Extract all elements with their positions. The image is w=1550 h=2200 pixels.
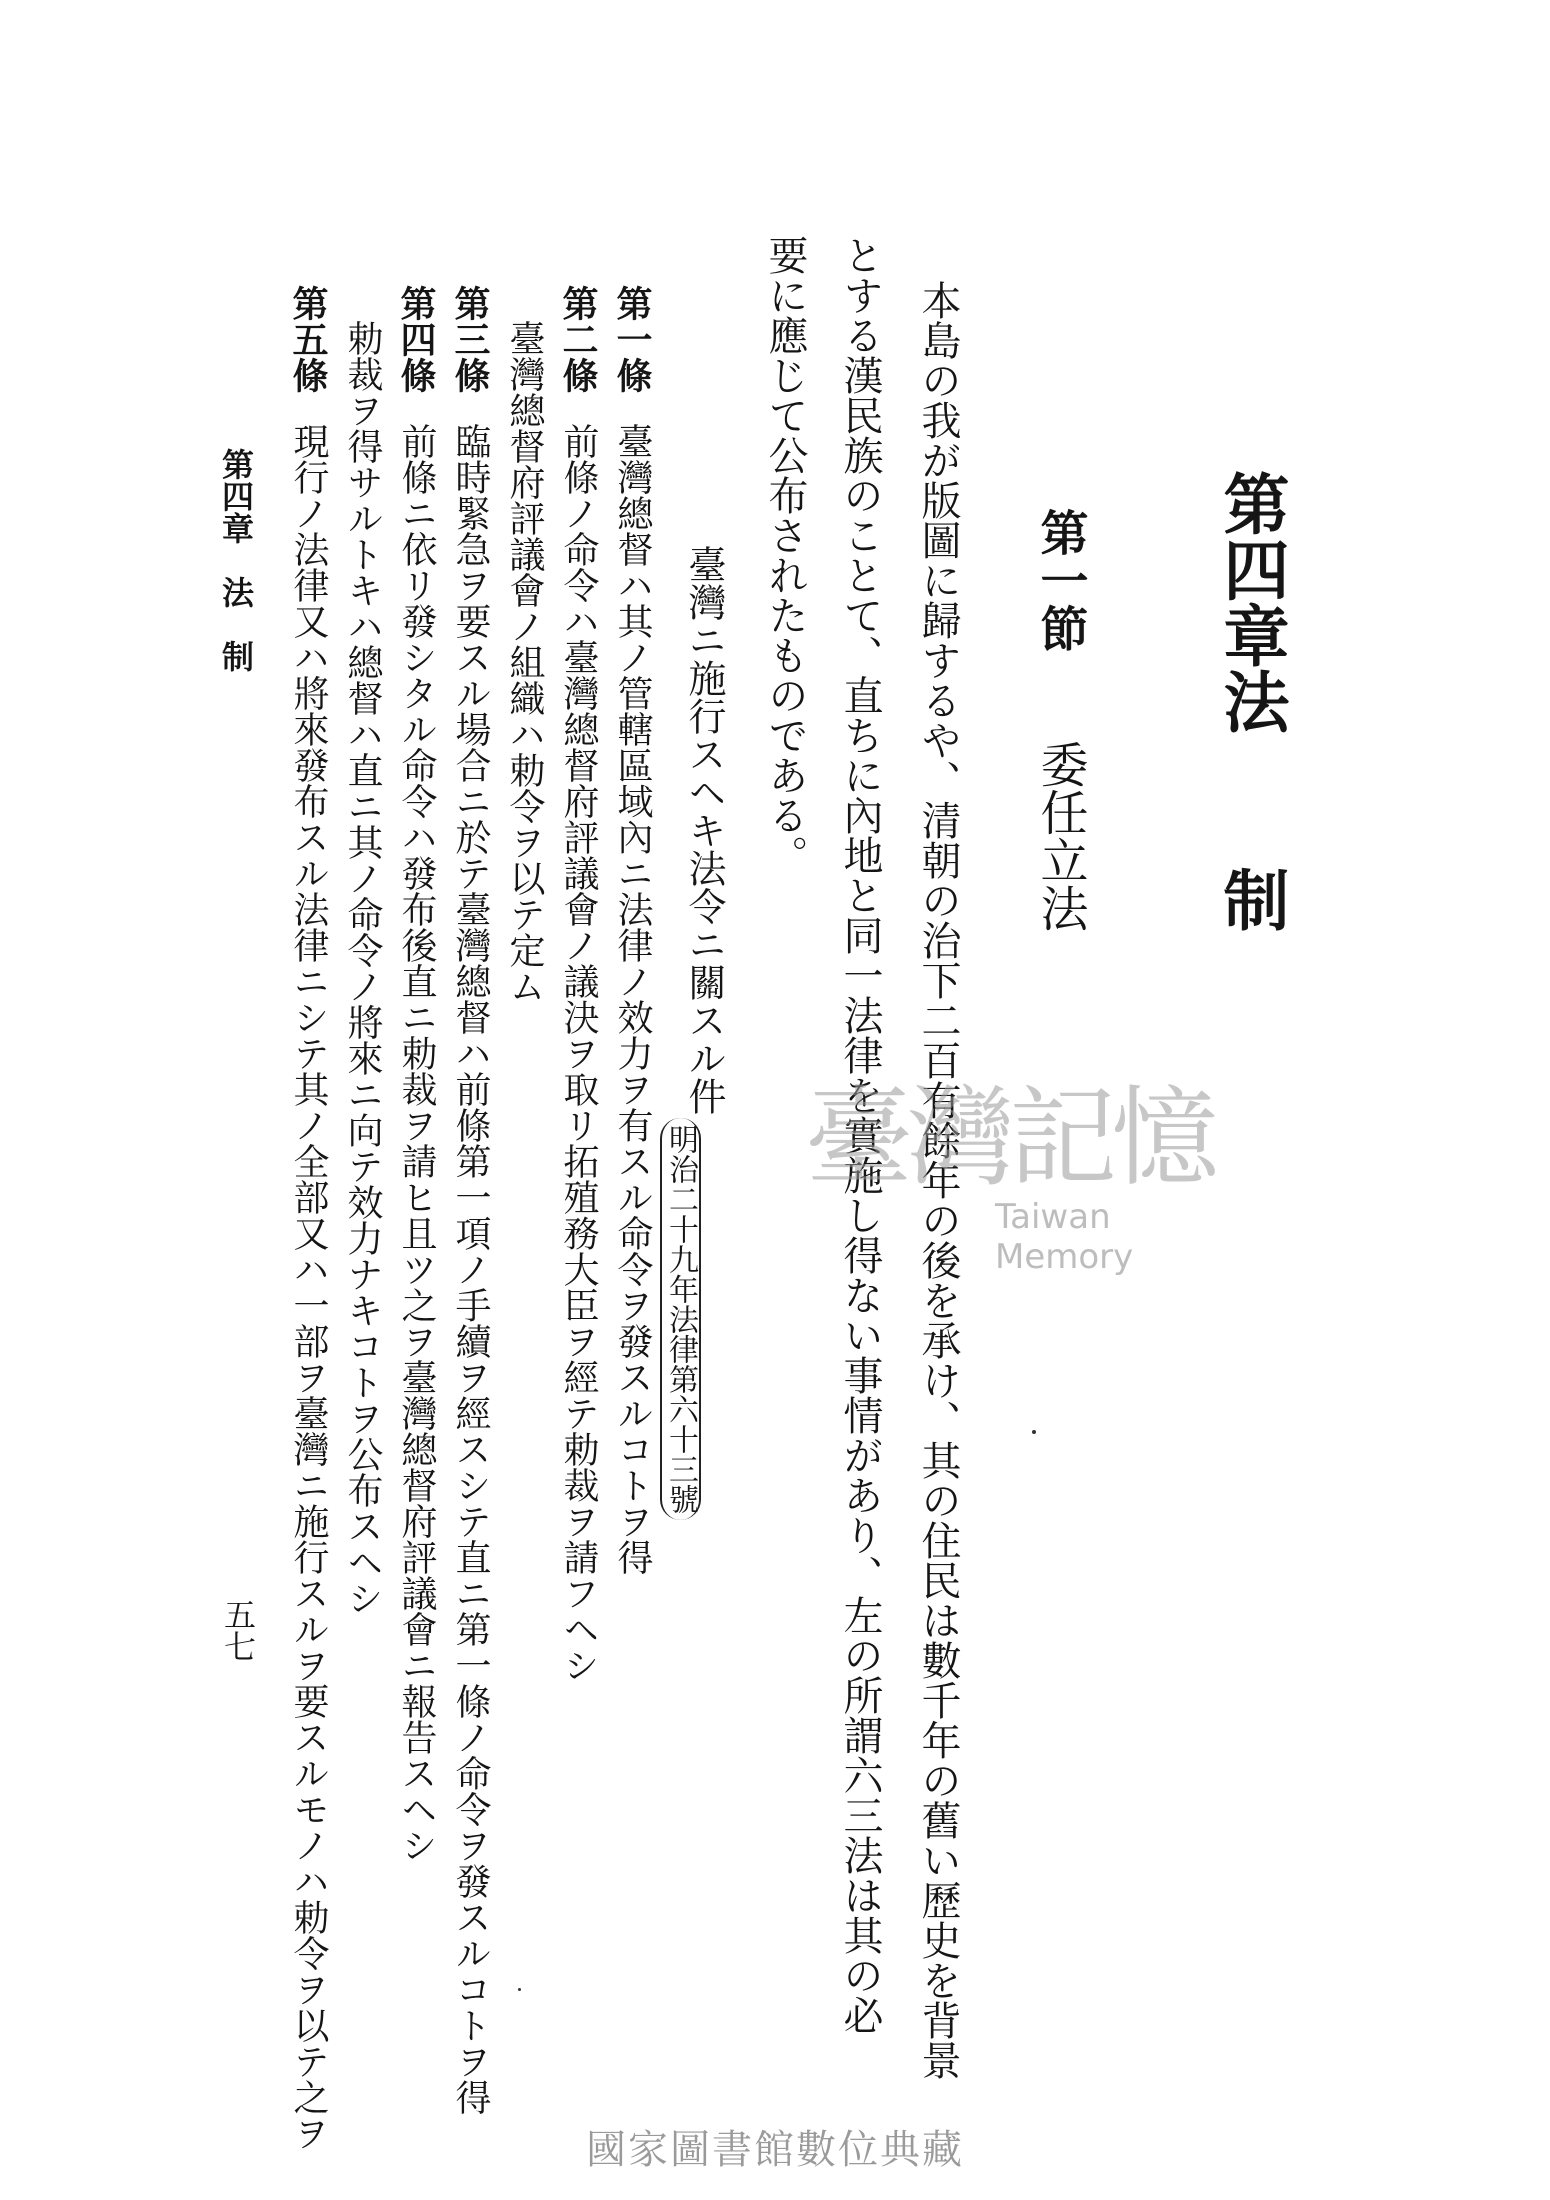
chapter-title: 第四章法 制 xyxy=(1212,470,1290,932)
page-number: 五七 xyxy=(219,1598,257,1662)
article-4-paragraph-2-text: 勅裁ヲ得サルトキハ總督ハ直ニ其ノ命令ノ將來ニ向テ效力ナキコトヲ公布スヘシ xyxy=(342,320,383,1616)
watermark-english: Taiwan Memory xyxy=(995,1197,1134,1277)
article-5 xyxy=(287,285,329,2151)
section-label: 第一節 xyxy=(1032,508,1088,652)
article-3-text: 臨時緊急ヲ要スル場合ニ於テ臺灣總督ハ前條第一項ノ手續ヲ經スシテ直ニ第一條ノ命令ヲ發スルコトヲ得 xyxy=(450,423,491,2115)
article-3-number: 第三條 xyxy=(449,285,491,393)
article-5-text: 現行ノ法律又ハ將來發布スル法律ニシテ其ノ全部又ハ一部ヲ臺灣ニ施行スルヲ要スルモノハ勅令ヲ以テ之ヲ xyxy=(288,423,329,2151)
library-footer: 國家圖書館數位典藏 xyxy=(586,2127,964,2173)
article-2-paragraph-2-text: 臺灣總督府評議會ノ組織ハ勅令ヲ以テ定ム xyxy=(504,320,545,1004)
article-4-text: 前條ニ依リ發シタル命令ハ發布後直ニ勅裁ヲ請ヒ且ツ之ヲ臺灣總督府評議會ニ報告スヘシ xyxy=(396,423,437,1863)
intro-line-2: とする漢民族のことて、直ちに內地と同一法律を實施し得ない事情があり、左の所謂六三法は其の必 xyxy=(837,235,883,2035)
article-4-paragraph-2 xyxy=(342,320,383,1616)
law-note-number: 法律第六十三號 xyxy=(663,1304,698,1514)
article-1 xyxy=(611,285,653,1575)
law-title: 臺灣ニ施行スヘキ法令ニ關スル件 xyxy=(682,545,726,1115)
article-2-paragraph-2 xyxy=(504,320,545,1004)
intro-line-1: 本島の我が版圖に歸するや、清朝の治下二百有餘年の後を承け、其の住民は數千年の舊い歷史を背景 xyxy=(915,280,961,2080)
intro-line-3: 要に應じて公布されたものである。 xyxy=(762,235,808,875)
scan-speck xyxy=(518,1988,521,1991)
article-2 xyxy=(557,285,599,1683)
article-4-number: 第四條 xyxy=(395,285,437,393)
watermark-chinese: 臺灣記憶 xyxy=(805,1076,1214,1201)
law-note-year: 明治二十九年 xyxy=(663,1124,698,1304)
law-note xyxy=(660,1118,701,1520)
article-5-number: 第五條 xyxy=(287,285,329,393)
article-4 xyxy=(395,285,437,1863)
section-title: 委任立法 xyxy=(1032,740,1088,932)
article-1-number: 第一條 xyxy=(611,285,653,393)
scan-speck xyxy=(1032,1430,1036,1434)
article-3 xyxy=(449,285,491,2115)
article-1-text: 臺灣總督ハ其ノ管轄區域內ニ法律ノ效力ヲ有スル命令ヲ發スルコトヲ得 xyxy=(612,423,653,1575)
article-2-number: 第二條 xyxy=(557,285,599,393)
running-head: 第四章 法 制 xyxy=(217,448,255,672)
article-2-text: 前條ノ命令ハ臺灣總督府評議會ノ議決ヲ取リ拓殖務大臣ヲ經テ勅裁ヲ請フヘシ xyxy=(558,423,599,1683)
